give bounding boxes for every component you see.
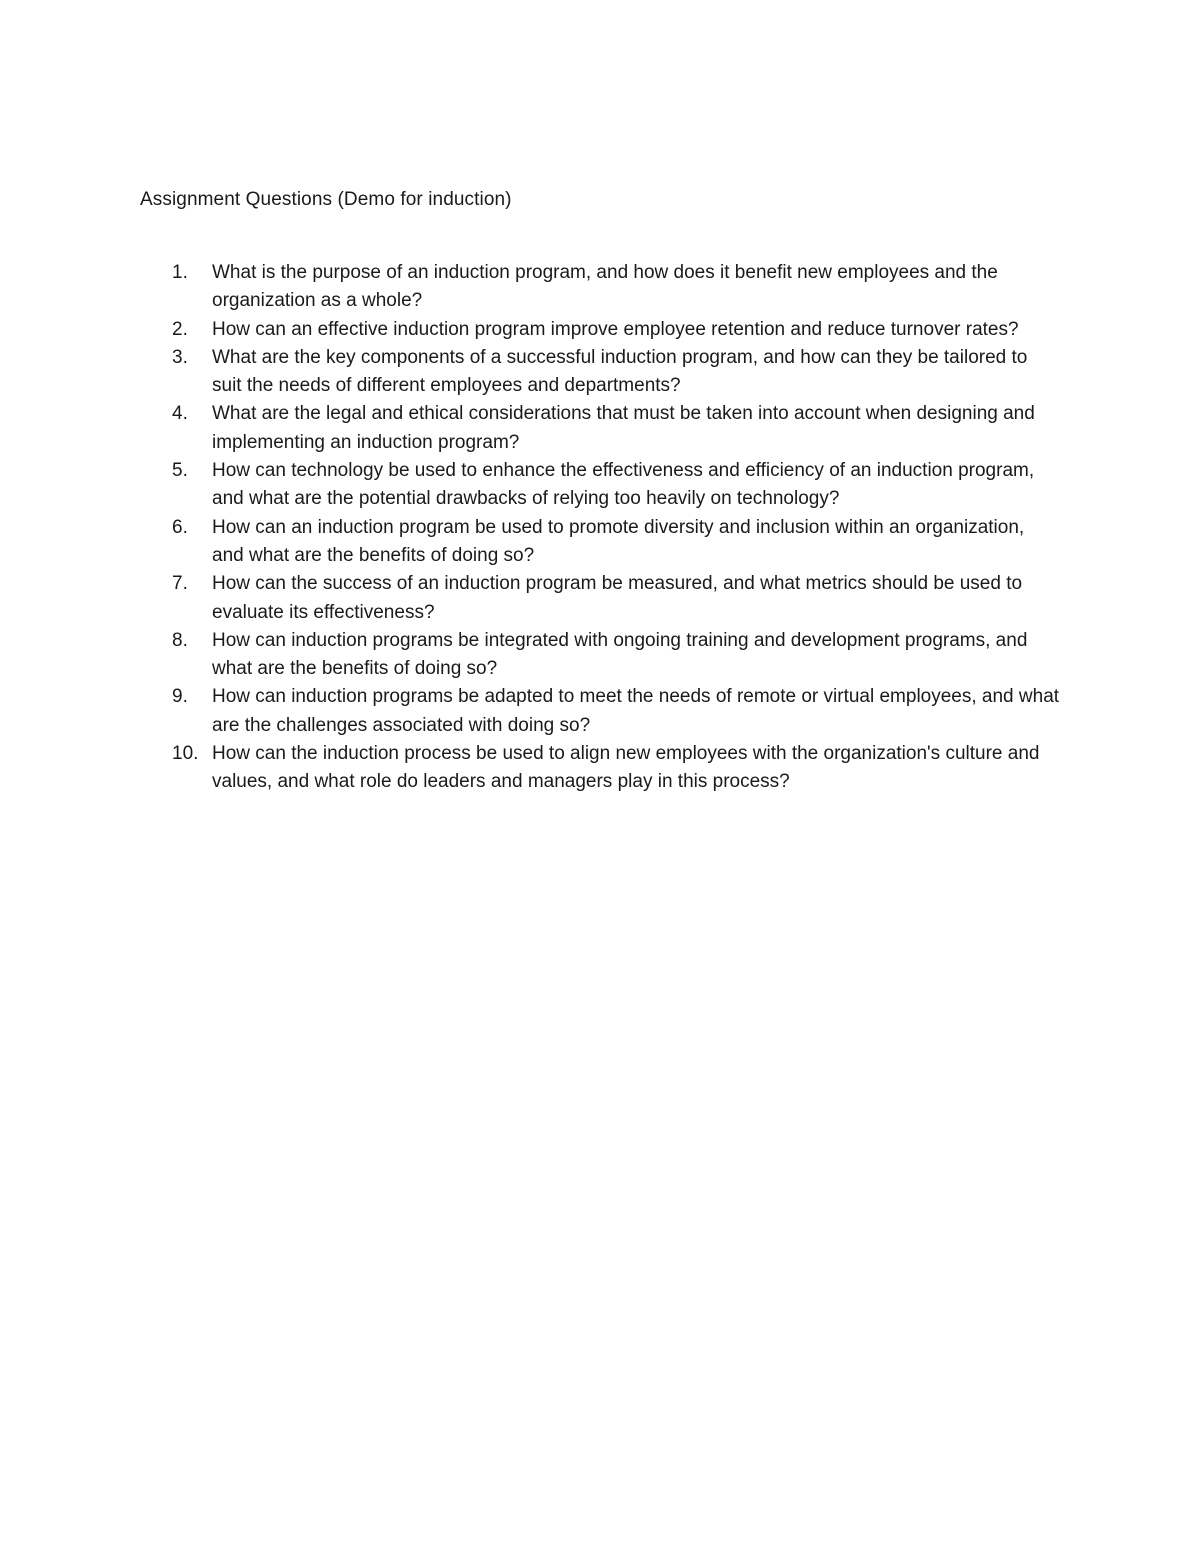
question-number: 6.: [172, 516, 188, 538]
question-number: 3.: [172, 346, 188, 368]
question-item: [140, 740, 1060, 797]
question-text: How can the induction process be used to align new employees with the organization's culture and values, and what role do leaders and managers play in this process?: [212, 743, 1040, 793]
question-item: [140, 400, 1060, 457]
question-number: 7.: [172, 573, 188, 595]
question-text: What are the legal and ethical considerations that must be taken into account when designing and implementing an induction program?: [212, 403, 1035, 453]
question-list: [140, 259, 1060, 797]
question-item: [140, 457, 1060, 514]
question-text: How can an effective induction program improve employee retention and reduce turnover rates?: [212, 318, 1019, 340]
question-item: [140, 259, 1060, 316]
question-item: [140, 316, 1060, 344]
question-item: [140, 514, 1060, 571]
document-title: Assignment Questions (Demo for induction): [140, 189, 512, 210]
question-text: How can induction programs be integrated with ongoing training and development programs, and what are the benefits of doing so?: [212, 629, 1028, 680]
question-number: 5.: [172, 460, 188, 482]
question-text: How can induction programs be adapted to meet the needs of remote or virtual employees, and what are the challenges associated with doing so?: [212, 686, 1060, 736]
question-text: What is the purpose of an induction program, and how does it benefit new employees and the organization as a whole?: [212, 262, 998, 312]
question-number: 9.: [172, 686, 188, 708]
question-number: 8.: [172, 629, 188, 651]
question-item: [140, 683, 1060, 740]
question-text: How can the success of an induction program be measured, and what metrics should be used to evaluate its effectiveness?: [212, 573, 1023, 623]
question-number: 2.: [172, 318, 188, 340]
question-text: How can an induction program be used to promote diversity and inclusion within an organization, and what are the benefits of doing so?: [212, 516, 1025, 566]
question-number: 4.: [172, 403, 188, 425]
question-text: What are the key components of a successful induction program, and how can they be tailored to suit the needs of different employees and departments?: [212, 346, 1028, 397]
question-item: [140, 570, 1060, 627]
question-item: [140, 344, 1060, 401]
question-number: 10.: [172, 743, 199, 765]
question-text: How can technology be used to enhance the effectiveness and efficiency of an induction program, and what are the potential drawbacks of relying too heavily on technology?: [212, 460, 1035, 510]
question-item: [140, 627, 1060, 684]
question-number: 1.: [172, 262, 188, 283]
